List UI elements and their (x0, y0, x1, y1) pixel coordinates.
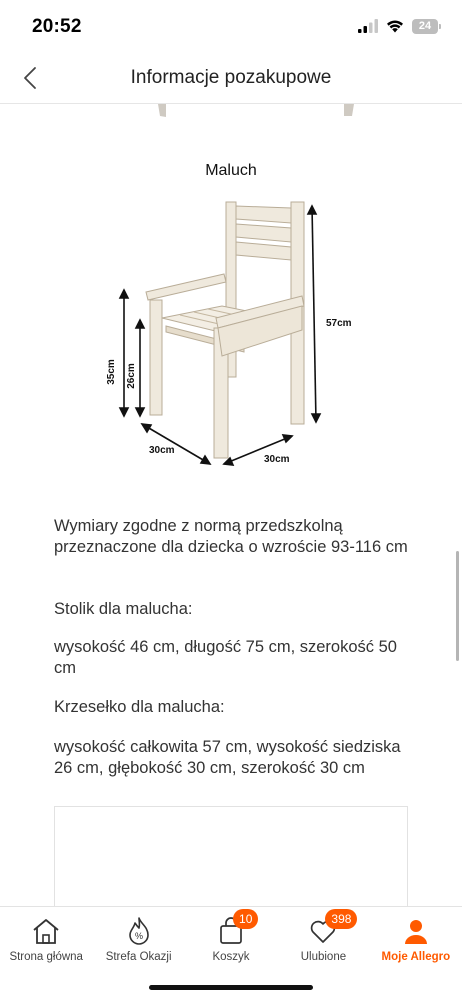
nav-home-label: Strona główna (9, 951, 83, 963)
chair-heading: Krzesełko dla malucha: (54, 698, 225, 716)
page-title: Informacje pozakupowe (130, 67, 332, 88)
dim-height-seat: 26cm (126, 363, 137, 389)
chair-illustration (54, 104, 408, 500)
scrollbar[interactable] (456, 551, 459, 661)
content-area[interactable] (0, 104, 462, 906)
nav-cart-label: Koszyk (212, 951, 250, 963)
nav-my-allegro[interactable] (370, 907, 462, 999)
home-icon (30, 915, 62, 947)
home-indicator (149, 985, 313, 990)
table-specs: wysokość 46 cm, długość 75 cm, szerokość 50 cm (54, 638, 397, 677)
battery-level: 24 (418, 20, 432, 32)
nav-favorites-label: Ulubione (300, 951, 347, 963)
status-icons (358, 18, 438, 34)
flame-percent-icon (123, 915, 155, 947)
signal-icon (358, 19, 378, 33)
dim-depth: 30cm (149, 445, 175, 456)
cart-badge: 10 (233, 909, 258, 929)
status-time: 20:52 (32, 16, 82, 37)
favorites-badge: 398 (325, 909, 357, 929)
nav-home[interactable] (0, 907, 92, 999)
wifi-icon (386, 19, 404, 33)
table-heading: Stolik dla malucha: (54, 600, 193, 618)
status-bar (0, 0, 462, 52)
next-section-frame (54, 806, 408, 906)
image-caption: Maluch (205, 162, 257, 179)
shopping-bag-icon (215, 912, 253, 947)
chair-specs: wysokość całkowita 57 cm, wysokość siedziska 26 cm, głębokość 30 cm, szerokość 30 cm (54, 738, 401, 777)
product-image (54, 104, 408, 500)
dim-height-total: 57cm (326, 318, 352, 329)
dim-height-arm: 35cm (106, 359, 117, 385)
svg-text:%: % (134, 931, 143, 941)
user-icon (400, 915, 432, 947)
heart-icon (307, 912, 352, 947)
nav-deals-label: Strefa Okazji (105, 951, 172, 963)
nav-my-allegro-label: Moje Allegro (381, 951, 451, 963)
app-header (0, 52, 462, 104)
battery-icon (412, 19, 438, 34)
description-intro: Wymiary zgodne z normą przedszkolną przeznaczone dla dziecka o wzroście 93-116 cm (54, 517, 408, 556)
dim-width: 30cm (264, 454, 290, 465)
